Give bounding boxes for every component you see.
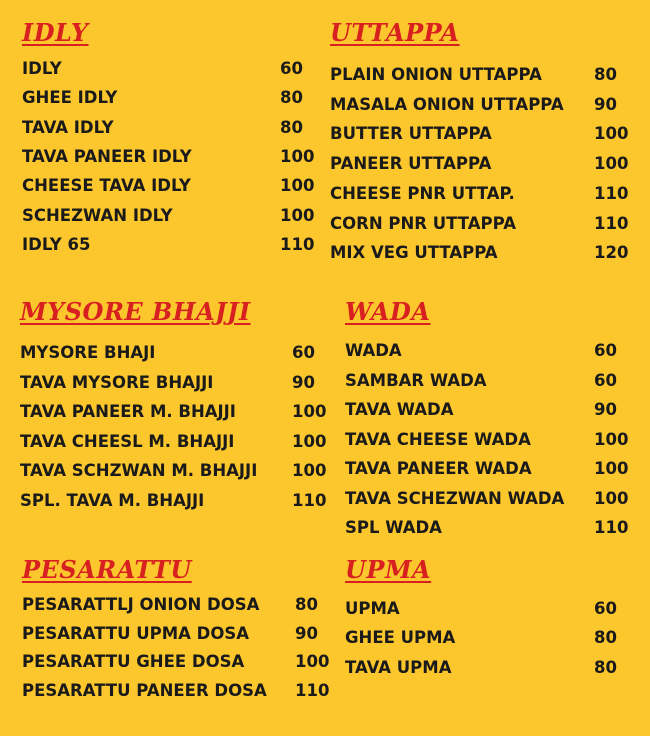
menu-list bbox=[330, 65, 630, 273]
menu-item-name: SCHEZWAN IDLY bbox=[22, 205, 173, 225]
menu-item-price: 60 bbox=[280, 59, 303, 78]
section-mysore-bhajji bbox=[20, 297, 330, 520]
menu-item-name: TAVA SCHEZWAN WADA bbox=[345, 488, 565, 508]
menu-item-price: 110 bbox=[594, 518, 629, 537]
menu-item-price: 90 bbox=[295, 623, 318, 643]
menu-item-name: PESARATTU UPMA DOSA bbox=[22, 623, 250, 643]
section-pesarattu bbox=[22, 555, 332, 710]
menu-item-price: 120 bbox=[594, 243, 629, 263]
menu-item-price: 60 bbox=[594, 370, 617, 390]
section-title: UTTAPPA bbox=[330, 18, 460, 47]
menu-item-name: TAVA PANEER M. BHAJJI bbox=[20, 402, 236, 421]
menu-item-name: CHEESE PNR UTTAP. bbox=[330, 183, 515, 203]
menu-item-name: TAVA MYSORE BHAJJI bbox=[20, 372, 214, 392]
menu-list bbox=[345, 599, 635, 687]
menu-item-price: 100 bbox=[292, 402, 327, 421]
menu-item-name: MIX VEG UTTAPPA bbox=[330, 243, 498, 263]
menu-item-price: 90 bbox=[594, 400, 617, 419]
section-title: MYSORE BHAJJI bbox=[20, 297, 251, 326]
menu-item-price: 110 bbox=[292, 490, 327, 510]
menu-list bbox=[22, 595, 332, 710]
menu-item-name: TAVA PANEER WADA bbox=[345, 459, 532, 478]
menu-item-price: 100 bbox=[280, 176, 315, 196]
menu-item-name: MASALA ONION UTTAPPA bbox=[330, 94, 564, 114]
menu-item-price: 80 bbox=[295, 595, 318, 614]
menu-item-name: TAVA SCHZWAN M. BHAJJI bbox=[20, 461, 258, 480]
menu-item-price: 60 bbox=[292, 343, 315, 362]
menu-item-price: 100 bbox=[280, 146, 315, 166]
menu-item-price: 100 bbox=[292, 461, 327, 480]
section-uttappa bbox=[330, 18, 630, 273]
menu-item-name: UPMA bbox=[345, 599, 400, 618]
menu-item-name: PESARATTU GHEE DOSA bbox=[22, 652, 245, 672]
menu-item-name: SPL. TAVA M. BHAJJI bbox=[20, 490, 205, 510]
menu-item-name: PANEER UTTAPPA bbox=[330, 154, 492, 174]
menu-item-price: 110 bbox=[594, 183, 629, 203]
menu-item-price: 100 bbox=[594, 488, 629, 508]
menu-item-price: 100 bbox=[280, 205, 315, 225]
menu-item-name: TAVA WADA bbox=[345, 400, 454, 419]
menu-item-name: CORN PNR UTTAPPA bbox=[330, 213, 516, 233]
menu-item-price: 90 bbox=[292, 372, 315, 392]
menu-item-name: PESARATTLJ ONION DOSA bbox=[22, 595, 260, 614]
menu-item-name: TAVA UPMA bbox=[345, 657, 452, 677]
menu-item-name: TAVA PANEER IDLY bbox=[22, 146, 192, 166]
menu-item-name: TAVA CHEESL M. BHAJJI bbox=[20, 431, 235, 451]
menu-item-price: 60 bbox=[594, 341, 617, 360]
menu-item-price: 80 bbox=[594, 65, 617, 84]
menu-item-name: MYSORE BHAJI bbox=[20, 343, 156, 362]
menu-item-price: 110 bbox=[295, 681, 330, 701]
section-title: PESARATTU bbox=[22, 555, 192, 584]
menu-item-price: 110 bbox=[280, 234, 315, 254]
section-title: IDLY bbox=[22, 18, 89, 47]
menu-item-name: BUTTER UTTAPPA bbox=[330, 124, 492, 144]
section-wada bbox=[345, 297, 635, 548]
menu-item-name: IDLY bbox=[22, 59, 62, 78]
menu-item-name: SPL WADA bbox=[345, 518, 442, 537]
menu-item-price: 100 bbox=[594, 429, 629, 449]
menu-item-price: 80 bbox=[280, 88, 303, 108]
menu-item-name: WADA bbox=[345, 341, 402, 360]
menu-item-price: 100 bbox=[295, 652, 330, 672]
menu-item-price: 100 bbox=[594, 459, 629, 478]
menu-item-name: SAMBAR WADA bbox=[345, 370, 487, 390]
menu-list bbox=[20, 343, 330, 520]
menu-list bbox=[22, 59, 315, 264]
menu-item-price: 80 bbox=[594, 628, 617, 648]
menu-item-price: 80 bbox=[594, 657, 617, 677]
menu-item-name: GHEE IDLY bbox=[22, 88, 118, 108]
menu-item-price: 100 bbox=[594, 124, 629, 144]
menu-list bbox=[345, 341, 635, 548]
menu-item-price: 60 bbox=[594, 599, 617, 618]
menu-item-name: IDLY 65 bbox=[22, 234, 91, 254]
menu-item-name: PLAIN ONION UTTAPPA bbox=[330, 65, 542, 84]
menu-item-price: 100 bbox=[594, 154, 629, 174]
menu-item-price: 110 bbox=[594, 213, 629, 233]
menu-item-name: PESARATTU PANEER DOSA bbox=[22, 681, 267, 701]
section-idly bbox=[22, 18, 315, 264]
menu-item-price: 80 bbox=[280, 117, 303, 137]
menu-item-name: CHEESE TAVA IDLY bbox=[22, 176, 191, 196]
section-title: UPMA bbox=[345, 555, 432, 584]
menu-item-name: TAVA IDLY bbox=[22, 117, 114, 137]
menu-item-name: TAVA CHEESE WADA bbox=[345, 429, 531, 449]
menu-item-name: GHEE UPMA bbox=[345, 628, 456, 648]
menu-item-price: 90 bbox=[594, 94, 617, 114]
menu-item-price: 100 bbox=[292, 431, 327, 451]
section-upma bbox=[345, 555, 635, 687]
section-title: WADA bbox=[345, 297, 431, 326]
